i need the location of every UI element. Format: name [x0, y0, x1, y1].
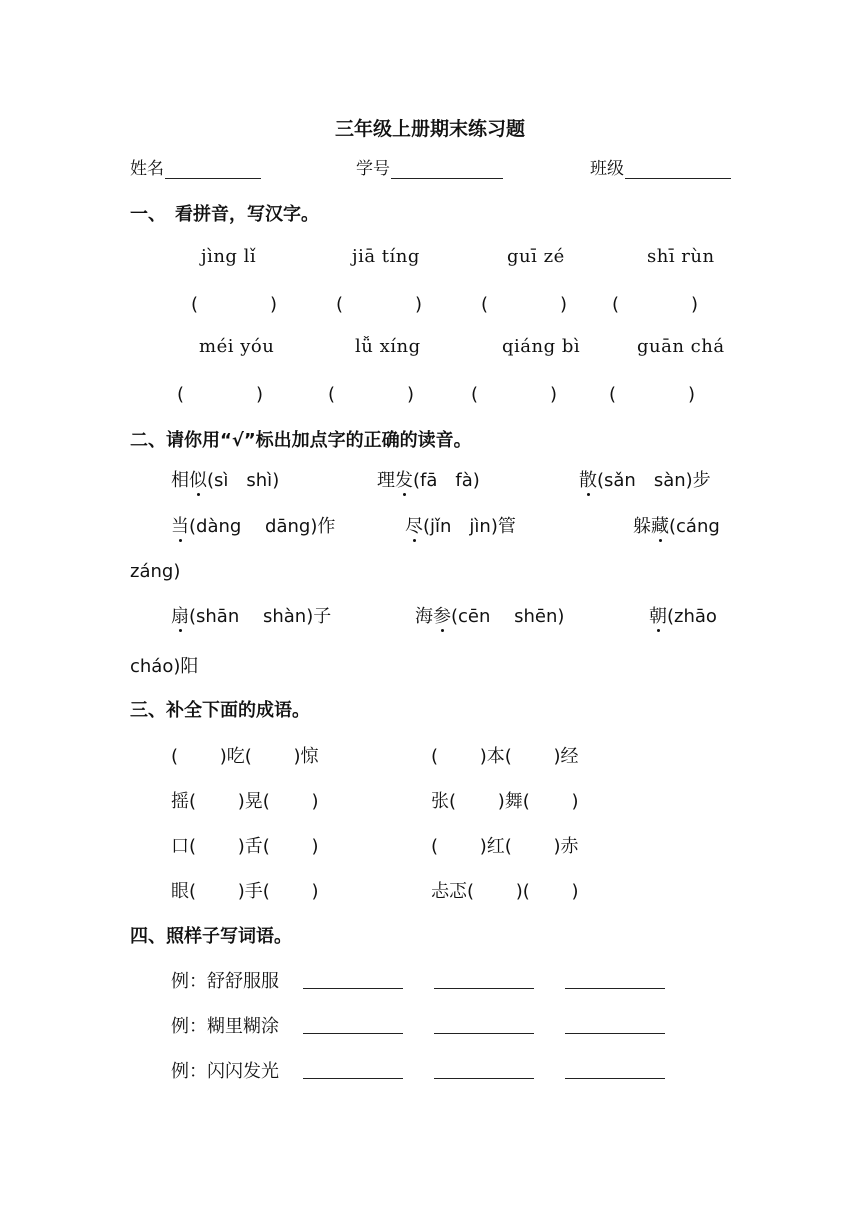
dotted-char: 参	[433, 602, 451, 628]
answer-blank	[434, 1015, 534, 1034]
answer-blank	[303, 1060, 403, 1079]
answer-parens: ( )	[336, 294, 423, 315]
reading-item: 海参(cēn shēn)	[415, 602, 564, 628]
reading-item: 理发(fā fà)	[377, 466, 480, 492]
answer-blank	[565, 1060, 665, 1079]
student-id-field	[356, 154, 503, 179]
reading-item: 朝(zhāo	[649, 602, 717, 628]
answer-parens: ( )	[609, 384, 696, 405]
idiom-item: 口( )舌( )	[171, 836, 319, 857]
answer-blank	[434, 970, 534, 989]
name-blank	[165, 160, 261, 179]
answer-blank	[434, 1060, 534, 1079]
idiom-item: 忐忑( )( )	[431, 881, 579, 902]
answer-parens: ( )	[191, 294, 278, 315]
section-1-heading: 一、 看拼音，写汉字。	[130, 204, 319, 225]
reading-item: 扇(shān shàn)子	[171, 602, 331, 628]
pinyin-item: shī rùn	[647, 246, 715, 267]
dotted-char: 扇	[171, 602, 189, 628]
reading-item: 当(dàng dāng)作	[171, 512, 335, 538]
section-3-heading: 三、补全下面的成语。	[130, 700, 310, 721]
dotted-char: 散	[579, 466, 597, 492]
section-4-heading: 四、照样子写词语。	[130, 926, 292, 947]
idiom-item: ( )吃( )惊	[171, 746, 319, 767]
idiom-item: 眼( )手( )	[171, 881, 319, 902]
idiom-item: 摇( )晃( )	[171, 791, 319, 812]
name-field	[130, 154, 261, 179]
reading-item: 尽(jǐn jìn)管	[405, 512, 516, 538]
answer-parens: ( )	[328, 384, 415, 405]
reading-item: 相似(sì shì)	[171, 466, 279, 492]
pinyin-item: méi yóu	[199, 336, 275, 357]
answer-blank	[565, 1015, 665, 1034]
name-label: 姓名	[130, 159, 164, 179]
dotted-char: 似	[189, 466, 207, 492]
answer-blank	[303, 1015, 403, 1034]
pinyin-item: lǚ xíng	[355, 336, 421, 357]
reading-item: 散(sǎn sàn)步	[579, 466, 711, 492]
pinyin-item: guī zé	[507, 246, 565, 267]
page-title: 三年级上册期末练习题	[334, 118, 525, 140]
reading-continuation: záng)	[130, 561, 181, 582]
example-label: 例：舒舒服服	[171, 971, 279, 992]
answer-blank	[303, 970, 403, 989]
student-id-blank	[391, 160, 503, 179]
reading-item: 躲藏(cáng	[633, 512, 720, 538]
answer-parens: ( )	[481, 294, 568, 315]
idiom-item: ( )本( )经	[431, 746, 579, 767]
pinyin-item: qiáng bì	[502, 336, 581, 357]
pinyin-item: jiā tíng	[352, 246, 420, 267]
pinyin-item: jìng lǐ	[201, 246, 257, 267]
answer-parens: ( )	[612, 294, 699, 315]
example-label: 例：糊里糊涂	[171, 1016, 279, 1037]
idiom-item: 张( )舞( )	[431, 791, 579, 812]
reading-continuation: cháo)阳	[130, 656, 199, 677]
dotted-char: 藏	[651, 512, 669, 538]
answer-parens: ( )	[177, 384, 264, 405]
dotted-char: 发	[395, 466, 413, 492]
dotted-char: 尽	[405, 512, 423, 538]
class-label: 班级	[590, 159, 624, 179]
idiom-item: ( )红( )赤	[431, 836, 579, 857]
section-2-heading: 二、请你用“√”标出加点字的正确的读音。	[130, 430, 472, 451]
student-id-label: 学号	[356, 159, 390, 179]
answer-blank	[565, 970, 665, 989]
answer-parens: ( )	[471, 384, 558, 405]
example-label: 例：闪闪发光	[171, 1061, 279, 1082]
dotted-char: 朝	[649, 602, 667, 628]
class-field	[590, 154, 731, 179]
pinyin-item: guān chá	[637, 336, 725, 357]
class-blank	[625, 160, 731, 179]
dotted-char: 当	[171, 512, 189, 538]
